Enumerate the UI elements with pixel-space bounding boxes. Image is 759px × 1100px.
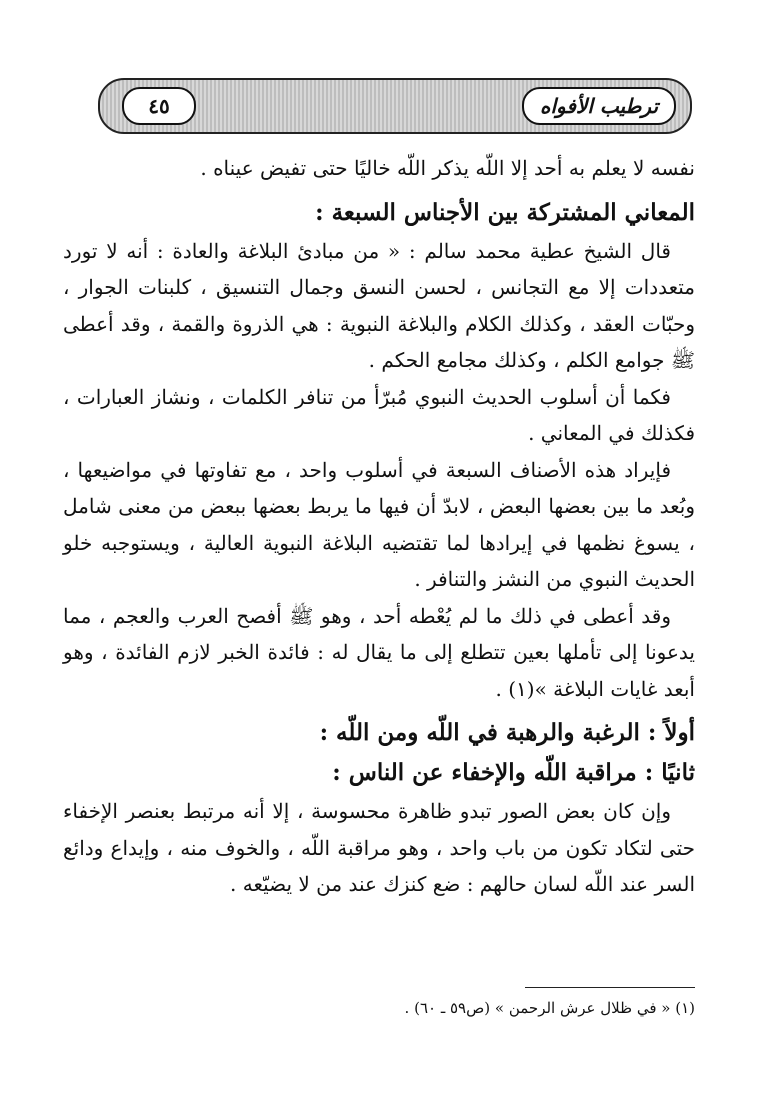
section-heading: المعاني المشتركة بين الأجناس السبعة : <box>315 198 695 226</box>
footnote: (١) « في ظلال عرش الرحمن » (ص٥٩ ـ ٦٠) . <box>404 999 695 1017</box>
footnote-divider <box>525 987 695 988</box>
paragraph: قال الشيخ عطية محمد سالم : « من مبادئ البلاغة والعادة : أنه لا تورد متعددات إلا مع التجانس ، لحسن النسق وجمال التنسيق ، كلبنات الجوار ، وحبّات العقد ، وكذلك الكلام والبلاغة النبوية : هي الذروة والقمة ، وقد أعطى ﷺ جوامع الكلم ، وكذلك مجامع الحكم . <box>63 238 695 372</box>
paragraph: وقد أعطى في ذلك ما لم يُعْطه أحد ، وهو ﷺ أفصح العرب والعجم ، مما يدعونا إلى تأملها بعين تتطلع إلى ما يقال له : فائدة الخبر لازم الفائدة ، وهو أبعد غايات البلاغة »(١) . <box>63 603 695 701</box>
paragraph: فكما أن أسلوب الحديث النبوي مُبرّأ من تنافر الكلمات ، ونشاز العبارات ، فكذلك في المعاني . <box>63 384 695 445</box>
paragraph: وإن كان بعض الصور تبدو ظاهرة محسوسة ، إلا أنه مرتبط بعنصر الإخفاء حتى لتكاد تكون من باب واحد ، وهو مراقبة اللّه ، والخوف منه ، وإيداع ودائع السر عند اللّه لسان حالهم : ضع كنزك عند من لا يضيّعه . <box>63 799 695 896</box>
section-heading: ثانيًا : مراقبة اللّه والإخفاء عن الناس : <box>332 759 695 786</box>
page-number: ٤٥ <box>122 87 196 125</box>
paragraph: نفسه لا يعلم به أحد إلا اللّه يذكر اللّه خاليًا حتى تفيض عيناه . <box>200 156 695 180</box>
section-heading: أولاً : الرغبة والرهبة في اللّه ومن اللّه : <box>319 719 695 746</box>
page-header <box>98 78 692 134</box>
book-title: ترطيب الأفواه <box>522 87 676 125</box>
paragraph: فإيراد هذه الأصناف السبعة في أسلوب واحد ، مع تفاوتها في مواضيعها ، وبُعد ما بين بعضها البعض ، لابدّ أن فيها ما يربط بعضها ببعض من معنى شامل ، يسوغ نظمها في إيرادها لما تقتضيه البلاغة النبوية العالية ، ويستوجبه خلو الحديث النبوي من النشز والتنافر . <box>63 457 695 591</box>
main-text <box>63 150 695 903</box>
